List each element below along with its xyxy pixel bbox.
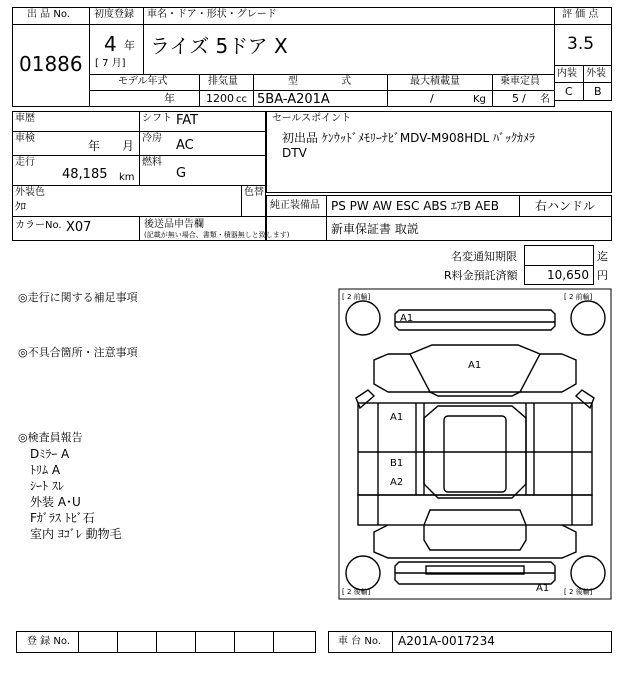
- equipment-value: PS PW AW ESC ABS ｴｱB AEB: [331, 199, 499, 213]
- damage-mark-front-bumper: A1: [400, 313, 414, 324]
- handle-value: 右ハンドル: [535, 199, 596, 213]
- displacement-unit: cc: [236, 94, 247, 105]
- inspection-month: 月: [122, 139, 135, 153]
- damage-mark-left-rear-door-2: A2: [390, 477, 404, 488]
- recycle-amount: 10,650: [547, 268, 589, 282]
- damage-mark-hood: A1: [468, 360, 482, 371]
- color-no-value: X07: [66, 220, 92, 235]
- displacement-label: 排気量: [208, 76, 238, 87]
- color-no-label: カラーNo.: [15, 220, 62, 231]
- model-year-label: モデル年式: [118, 76, 168, 87]
- driving-notes-label: ◎走行に関する補足事項: [18, 291, 138, 304]
- recycle-label: R料金預託済額: [444, 269, 518, 282]
- shift-value: FAT: [176, 113, 199, 128]
- first-reg-year: 4: [104, 32, 117, 56]
- fuel-value: G: [176, 166, 187, 181]
- grade-label: 評 価 点: [562, 9, 599, 20]
- grade-value: 3.5: [567, 34, 595, 54]
- warranty-value: 新車保証書 取説: [331, 222, 419, 236]
- car-name: ライズ 5ドア X: [150, 34, 288, 58]
- exterior-label: 外装: [586, 68, 606, 79]
- notice-value-box: [524, 245, 594, 266]
- first-reg-month: [ 7 月]: [95, 58, 126, 69]
- sales-line-2: DTV: [282, 146, 307, 160]
- corner-label-rear-right: [ 2 後輪]: [564, 588, 593, 596]
- corner-label-rear-left: [ 2 後輪]: [342, 588, 371, 596]
- shift-label: シフト: [142, 113, 172, 124]
- notice-unit: 迄: [597, 250, 608, 263]
- registration-label: 登 録 No.: [27, 636, 70, 647]
- color-value: ｸﾛ: [15, 200, 26, 213]
- notice-label: 名変通知期限: [451, 250, 517, 263]
- mileage-label: 走行: [15, 157, 35, 168]
- model-type: 5BA-A201A: [257, 92, 330, 107]
- inspector-notes: [30, 446, 270, 542]
- recycle-unit: 円: [597, 269, 608, 282]
- equipment-label: 純正装備品: [270, 200, 320, 211]
- max-load-unit: Kg: [473, 94, 486, 105]
- sales-label: セールスポイント: [272, 113, 352, 124]
- post-note: (記載が無い場合、書類・積器無しと致します): [144, 231, 290, 239]
- inspection-year: 年: [88, 139, 101, 153]
- car-condition-diagram: [338, 288, 612, 600]
- fuel-label: 燃料: [142, 157, 162, 168]
- capacity-label: 乗車定員: [500, 76, 540, 87]
- inspection-label: 車検: [15, 133, 35, 144]
- type-label: 型 式: [288, 76, 352, 87]
- inspector-note: ｼｰﾄ ｽﾚ: [30, 479, 64, 493]
- inspector-label: ◎検査員報告: [18, 431, 83, 444]
- lot-label: 出 品 No.: [27, 9, 70, 20]
- color-label: 外装色: [15, 187, 45, 198]
- year-unit: 年: [124, 39, 135, 52]
- post-label: 後送品申告欄: [144, 219, 204, 230]
- exterior-grade: B: [594, 85, 602, 98]
- corner-label-front-right: [ 2 前輪]: [564, 293, 593, 301]
- model-year-unit: 年: [164, 92, 175, 105]
- damage-mark-left-front-door: A1: [390, 412, 404, 423]
- inspector-note: 外装 A･U: [30, 495, 81, 509]
- interior-grade: C: [565, 85, 573, 98]
- first-reg-label: 初度登録: [94, 9, 134, 20]
- ac-value: AC: [176, 138, 194, 153]
- damage-mark-left-rear-door-1: B1: [390, 458, 404, 469]
- inspector-note: Dﾐﾗｰ A: [30, 447, 70, 461]
- capacity-slash: /: [522, 92, 526, 105]
- inspector-note: ﾄﾘﾑ A: [30, 463, 61, 477]
- capacity-unit: 名: [540, 94, 550, 105]
- capacity-value: 5: [512, 92, 519, 105]
- displacement-value: 1200: [206, 92, 234, 105]
- damage-mark-rear-bumper: A1: [536, 583, 550, 594]
- mileage-unit: km: [119, 172, 135, 183]
- max-load-label: 最大積載量: [410, 76, 460, 87]
- chassis-label: 車 台 No.: [338, 636, 381, 647]
- car-name-label: 車名・ドア・形状・グレード: [147, 9, 277, 20]
- max-load-slash: /: [430, 92, 434, 105]
- inspector-note: Fｶﾞﾗｽ ﾄﾋﾞ石: [30, 511, 95, 525]
- lot-number: 01886: [19, 52, 83, 76]
- inspector-note: 室内 ﾖｺﾞﾚ 動物毛: [30, 527, 122, 541]
- defect-notes-label: ◎不具合箇所・注意事項: [18, 346, 138, 359]
- history-label: 車歴: [15, 113, 35, 124]
- interior-label: 内装: [557, 68, 577, 79]
- sales-line-1: 初出品 ｹﾝｳｯﾄﾞﾒﾓﾘｰﾅﾋﾞMDV-M908HDL ﾊﾞｯｸｶﾒﾗ: [282, 131, 536, 145]
- ac-label: 冷房: [142, 133, 162, 144]
- recolor-label: 色替: [244, 187, 264, 198]
- corner-label-front-left: [ 2 前輪]: [342, 293, 371, 301]
- chassis-number: A201A-0017234: [398, 634, 495, 648]
- mileage-value: 48,185: [62, 167, 108, 182]
